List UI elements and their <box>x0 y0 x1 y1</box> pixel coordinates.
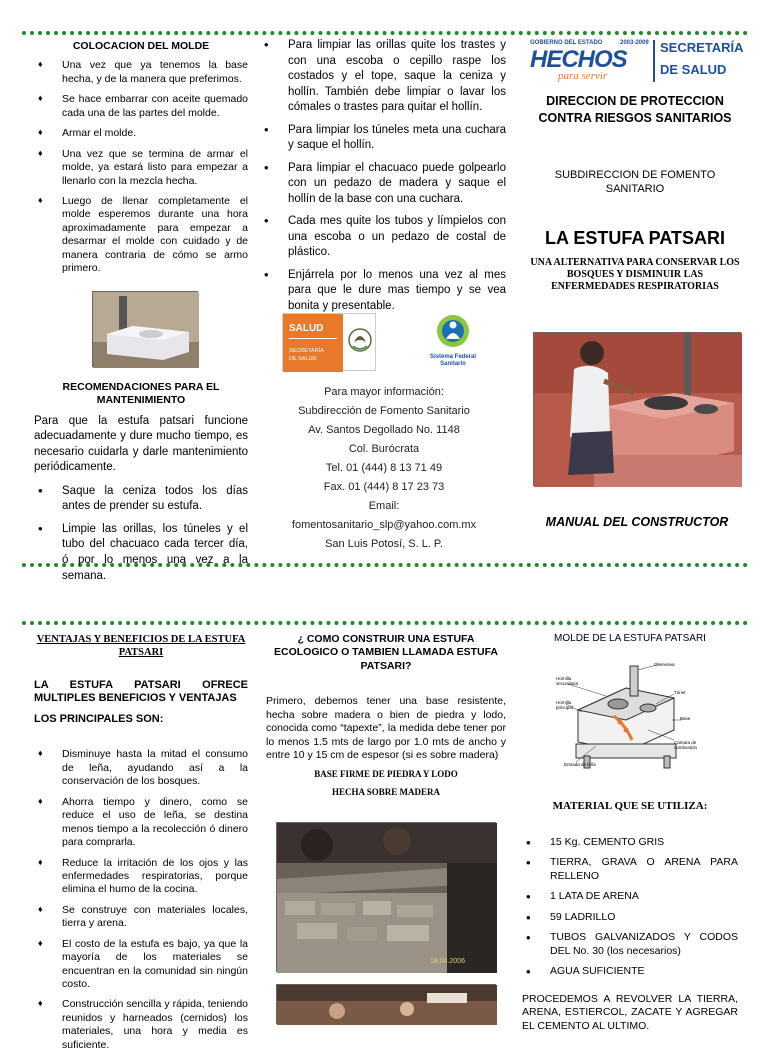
diagram-label-base: Base <box>680 716 691 721</box>
list-item: ♦ Una vez que se termina de armar el molde, ya estará listo para empezar a llenarlo con la mezcla hecha. <box>34 148 248 188</box>
direction-title: DIRECCION DE PROTECCION CONTRA RIESGOS SANITARIOS <box>538 94 732 125</box>
top-col2 <box>260 38 506 321</box>
heading-ventajas: VENTAJAS Y BENEFICIOS DE LA ESTUFA PATSARI <box>36 634 246 659</box>
maintenance-list <box>34 484 248 584</box>
list-item: ♦ El costo de la estufa es bajo, ya que la mayoría de los materiales se encuentran en la comunidad sin ningún costo. <box>34 938 248 992</box>
heading-colocacion: COLOCACION DEL MOLDE <box>72 40 210 52</box>
base-photo-illustration <box>277 823 497 973</box>
top-dotted-border <box>22 31 748 35</box>
list-item: • Limpie las orillas, los túneles y el tubo del chacuaco cada tercer día, ó por lo menos una vez a la semana. <box>34 522 248 584</box>
contact-line: San Luis Potosí, S. L. P. <box>325 538 443 550</box>
sistema-federal-line2: Sanitario <box>440 360 466 367</box>
salud-logo-sub1: SECRETARÍA <box>289 348 324 354</box>
sistema-federal-logo <box>418 313 488 373</box>
material-footer: PROCEDEMOS A REVOLVER LA TIERRA, ARENA, ESTIERCOL, ZACATE Y AGREGAR EL CEMENTO AL ULTIMO. <box>522 993 738 1032</box>
bottom-col2 <box>266 633 506 797</box>
base-caption-2: HECHA SOBRE MADERA <box>331 786 440 797</box>
contact-line: Fax. 01 (444) 8 17 23 73 <box>323 481 445 493</box>
heading-molde: MOLDE DE LA ESTUFA PATSARI <box>554 633 706 644</box>
list-item: • AGUA SUFICIENTE <box>522 965 738 978</box>
hechos-text: HECHOS <box>530 46 627 73</box>
base-caption-1: BASE FIRME DE PIEDRA Y LODO <box>314 768 458 779</box>
list-item: ♦ Se construye con materiales locales, tierra y arena. <box>34 904 248 931</box>
sistema-federal-line1: Sistema Federal <box>429 354 477 360</box>
maintenance-paragraph: Para que la estufa patsari funcione adecuadamente y dure mucho tiempo, es necesario cuidarla y darle mantenimiento periódicamente. <box>34 414 248 474</box>
salud-logo-word: SALUD <box>289 323 324 334</box>
list-item: ♦ Construcción sencilla y rápida, teniendo reunidos y harneados (cernidos) los materiales, una hora y media es suficiente. <box>34 998 248 1052</box>
base-photo <box>276 822 496 972</box>
top-col1 <box>34 40 248 283</box>
contact-line: Tel. 01 (444) 8 13 71 49 <box>325 462 443 474</box>
ventajas-intro2: LOS PRINCIPALES SON: <box>34 712 164 725</box>
photo-date: 18.04.2006 <box>429 958 465 965</box>
work-photo <box>276 984 496 1024</box>
main-title: LA ESTUFA PATSARI <box>545 228 725 248</box>
cover-photo <box>533 332 741 486</box>
list-item: • 59 LADRILLO <box>522 911 738 924</box>
contact-line: Email: <box>368 500 400 512</box>
diagram-label-tunel: Túnel <box>674 690 686 695</box>
salud-logo <box>282 313 376 371</box>
list-item: ♦ Una vez que ya tenemos la base hecha, y de la manera que preferimos. <box>34 59 248 86</box>
logo-divider <box>653 40 655 82</box>
diagram-label-entrada: Entrada de leña <box>564 762 596 767</box>
manual-title: MANUAL DEL CONSTRUCTOR <box>545 515 729 529</box>
heading-material: MATERIAL QUE SE UTILIZA: <box>552 800 708 812</box>
diagram-label-chimenea: Chimenea <box>654 662 675 667</box>
de-salud-text: DE SALUD <box>660 62 727 77</box>
list-item: ♦ Armar el molde. <box>34 127 248 140</box>
list-item: • Para limpiar los túneles meta una cuchara y saque el hollín. <box>260 123 506 154</box>
main-subtitle: UNA ALTERNATIVA PARA CONSERVAR LOS BOSQUES Y DISMINUIR LAS ENFERMEDADES RESPIRATORIAS <box>530 257 740 292</box>
bottom-col1 <box>34 633 248 1059</box>
heading-como-construir: ¿ COMO CONSTRUIR UNA ESTUFA ECOLOGICO O TAMBIEN LLAMADA ESTUFA PATSARI? <box>274 633 498 672</box>
list-item: ♦ Luego de llenar completamente el molde esperemos durante una hora aproximadamente para empezar a desarmar el molde con cuidado y de manera contraria de cómo se armo primero. <box>34 195 248 276</box>
contact-line: Para mayor información: <box>324 386 444 398</box>
secretaria-text: SECRETARÍA <box>660 40 744 55</box>
list-item: • TUBOS GALVANIZADOS Y CODOS DEL No. 30 (los necesarios) <box>522 931 738 958</box>
list-item: • Para limpiar las orillas quite los trastes y con una escoba o cepillo raspe los costados y el tope, saque la ceniza y hollín. También debe limpiar o lavar los cómales o trastes para quitar el hollín. <box>260 38 506 116</box>
sistema-federal-icon <box>418 313 488 349</box>
subdirection-title: SUBDIRECCION DE FOMENTO SANITARIO <box>554 169 716 196</box>
para-servir-text: para servir <box>558 70 608 82</box>
contact-line: Subdirección de Fomento Sanitario <box>298 405 470 417</box>
cleaning-list <box>260 38 506 314</box>
list-item: ♦ Disminuye hasta la mitad el consumo de leña, ayudando así a la conservación de los bosques. <box>34 748 248 788</box>
salud-logo-sub2: DE SALUD <box>289 356 317 362</box>
ventajas-list <box>34 748 248 1052</box>
diagram-label-camara: Cámara de combustión <box>674 740 698 750</box>
contact-line: Col. Burócrata <box>348 443 420 455</box>
mexico-eagle-icon <box>347 326 373 354</box>
salud-logo-divider <box>289 338 337 339</box>
diagram-label-hornilla-principal: Hornilla principal <box>556 700 573 710</box>
years-text: 2003-2009 <box>620 40 649 46</box>
list-item: • TIERRA, GRAVA O ARENA PARA RELLENO <box>522 856 738 883</box>
molde-photo <box>92 291 198 367</box>
list-item: • Para limpiar el chacuaco puede golpearlo con un pedazo de madera y saque el hollín de la base con una cuchara. <box>260 161 506 208</box>
diagram-label-hornilla-secundaria: Hornilla secundaria <box>556 676 579 686</box>
gobierno-text: GOBIERNO DEL ESTADO <box>530 40 603 46</box>
ventajas-intro: LA ESTUFA PATSARI OFRECE MULTIPLES BENEFICIOS Y VENTAJAS <box>34 679 248 705</box>
contact-line: Av. Santos Degollado No. 1148 <box>308 424 460 436</box>
cover-photo-illustration <box>534 333 742 487</box>
construir-paragraph: Primero, debemos tener una base resistente, hecha sobre madera o bien de piedra y lodo, conocida como “tapexte”, la medida debe tener por lo menos 1.5 mts de largo por 1.0 mts de ancho y entre 10 y 15 cm de espesor (si es sobre madera) <box>266 695 506 762</box>
contact-info <box>266 383 502 554</box>
list-item: • Enjárrela por lo menos una vez al mes para que le dure mas tiempo y se vea bonita y presentable. <box>260 268 506 315</box>
list-item: • 15 Kg. CEMENTO GRIS <box>522 836 738 849</box>
material-list <box>522 836 738 979</box>
work-photo-illustration <box>277 985 497 1025</box>
top-col1-maintenance <box>34 381 248 591</box>
heading-mantenimiento: RECOMENDACIONES PARA EL MANTENIMIENTO <box>62 381 220 407</box>
list-item: ♦ Reduce la irritación de los ojos y las enfermedades respiratorias, porque elimina el humo de la cocina. <box>34 857 248 897</box>
molde-diagram <box>556 660 706 770</box>
material-section <box>522 836 738 986</box>
middle-dotted-border-2 <box>22 621 748 625</box>
molde-photo-illustration <box>93 292 199 368</box>
colocacion-list <box>34 59 248 275</box>
list-item: • Cada mes quite los tubos y límpielos con una escoba o un pedazo de costal de plástico. <box>260 214 506 261</box>
contact-email[interactable]: fomentosanitario_slp@yahoo.com.mx <box>291 519 477 531</box>
gobierno-hechos-logo <box>528 38 744 86</box>
list-item: • 1 LATA DE ARENA <box>522 890 738 903</box>
list-item: ♦ Se hace embarrar con aceite quemado cada una de las partes del molde. <box>34 93 248 120</box>
list-item: ♦ Ahorra tiempo y dinero, como se reduce el uso de leña, se destina menos tiempo a la recolección ó dinero para comprarla. <box>34 796 248 850</box>
list-item: • Saque la ceniza todos los días antes de prender su estufa. <box>34 484 248 515</box>
